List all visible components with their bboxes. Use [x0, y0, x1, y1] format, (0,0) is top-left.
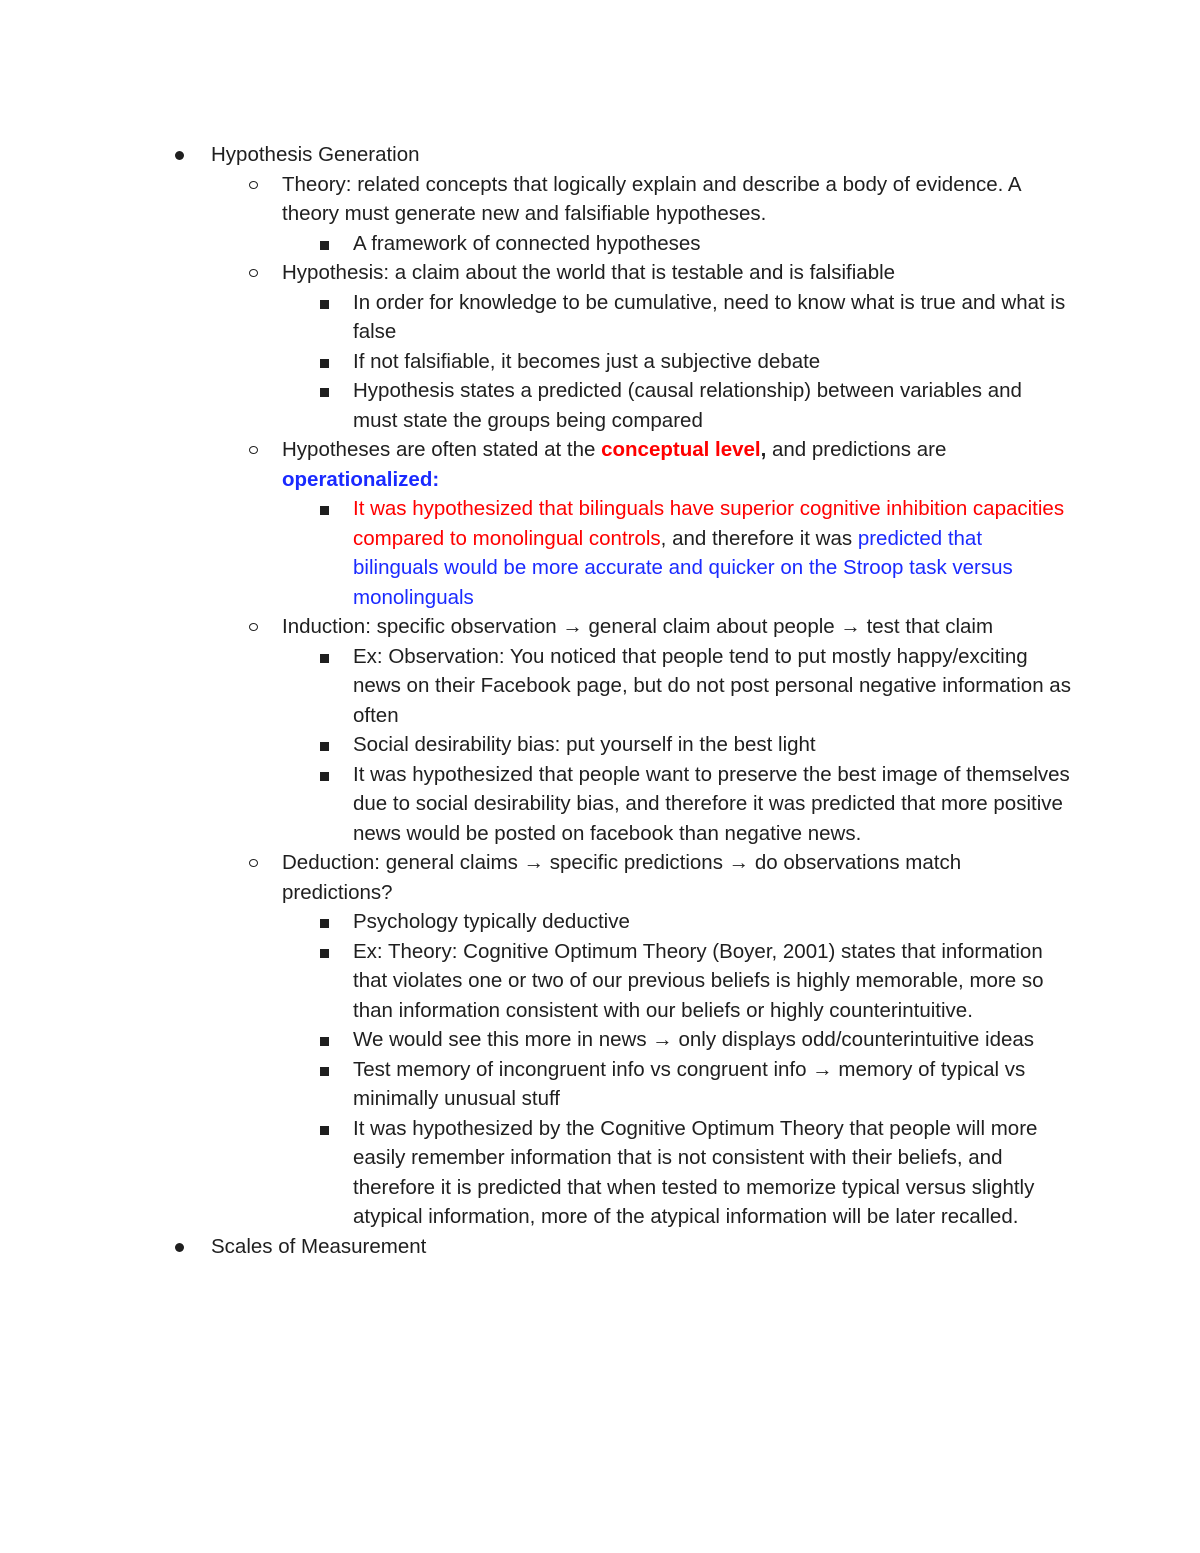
square-bullet-icon: [320, 742, 329, 751]
text-segment: predicted that bilinguals would be more accurate and quicker on the Stroop task versus monolinguals: [353, 526, 1013, 609]
hollow-circle-bullet-icon: [249, 446, 258, 454]
text-segment: Induction: specific observation → general claim about people → test that claim: [282, 615, 994, 638]
sublist-level3: [353, 642, 1071, 849]
outline-item-level3: [353, 730, 1071, 760]
hollow-circle-bullet-icon: [249, 859, 258, 867]
text-segment: ,: [760, 438, 767, 461]
outline-item-level1: [211, 140, 1071, 1232]
outline-item-text: [282, 173, 1020, 226]
outline-item-level1: [211, 1232, 1071, 1262]
outline-item-level3: [353, 376, 1071, 435]
outline-item-level3: [353, 760, 1071, 849]
square-bullet-icon: [320, 1037, 329, 1046]
text-segment: If not falsifiable, it becomes just a subjective debate: [353, 349, 821, 373]
sublist-level2: [282, 170, 1071, 1232]
hollow-circle-bullet-icon: [249, 623, 258, 631]
outline-item-text: [353, 910, 630, 933]
square-bullet-icon: [320, 506, 329, 515]
outline-item-text: [353, 645, 1071, 727]
outline-item-level3: [353, 288, 1071, 347]
square-bullet-icon: [320, 1126, 329, 1135]
text-segment: Test memory of incongruent info vs congruent info → memory of typical vs minimally unusual stuff: [353, 1057, 1026, 1110]
outline-item-text: Scales of Measurement: [211, 1234, 427, 1258]
text-segment: Hypothesis: a claim about the world that is testable and is falsifiable: [282, 261, 896, 284]
sublist-level3: [353, 288, 1071, 436]
text-segment: Theory: related concepts that logically explain and describe a body of evidence. A theory must generate new and falsifiable hypotheses.: [282, 172, 1021, 225]
outline-item-level3: [353, 1025, 1071, 1055]
filled-circle-bullet-icon: [175, 1243, 184, 1252]
text-segment: operationalized:: [282, 467, 440, 491]
sublist-level3: [353, 907, 1071, 1232]
filled-circle-bullet-icon: [175, 151, 184, 160]
outline-item-level2: [282, 848, 1071, 1232]
text-segment: It was hypothesized that bilinguals have superior cognitive inhibition capacities compared to monolingual controls: [353, 497, 1065, 550]
outline-item-text: [353, 1117, 1037, 1229]
outline-item-level2: [282, 258, 1071, 435]
text-segment: Psychology typically deductive: [353, 910, 630, 933]
text-segment: Hypothesis states a predicted (causal relationship) between variables and must state the groups being compared: [353, 379, 1022, 432]
outline-item-level3: [353, 937, 1071, 1026]
text-segment: , and therefore it was: [660, 526, 858, 550]
text-segment: It was hypothesized that people want to preserve the best image of themselves due to social desirability bias, and therefore it was predicted that more positive news would be posted on facebook than negative news.: [353, 762, 1070, 845]
outline-item-text: [353, 940, 1044, 1022]
text-segment: In order for knowledge to be cumulative, need to know what is true and what is false: [353, 290, 1066, 343]
outline-item-text: [282, 438, 946, 491]
sublist-level3: [353, 494, 1071, 612]
sublist-level3: [353, 229, 1071, 259]
square-bullet-icon: [320, 1067, 329, 1076]
hollow-circle-bullet-icon: [249, 269, 258, 277]
outline-item-level3: [353, 494, 1071, 612]
text-segment: It was hypothesized by the Cognitive Optimum Theory that people will more easily remember information that is not consistent with their beliefs, and therefore it is predicted that when tested to memorize typical versus slightly atypical information, more of the atypical information will be later recalled.: [353, 1116, 1038, 1228]
square-bullet-icon: [320, 300, 329, 309]
outline-item-level2: [282, 435, 1071, 612]
text-segment: Ex: Observation: You noticed that people tend to put mostly happy/exciting news on their Facebook page, but do not post personal negative information as often: [353, 644, 1071, 727]
outline-item-level3: [353, 907, 1071, 937]
outline-item-level2: [282, 170, 1071, 259]
outline-item-level3: [353, 1114, 1071, 1232]
square-bullet-icon: [320, 949, 329, 958]
outline-item-level3: [353, 229, 1071, 259]
outline-item-text: [282, 261, 895, 284]
outline-item-level3: [353, 1055, 1071, 1114]
outline-item-text: [353, 1058, 1025, 1111]
outline-list: [211, 140, 1071, 1261]
outline-item-text: [353, 232, 701, 255]
hollow-circle-bullet-icon: [249, 181, 258, 189]
outline-item-text: [353, 763, 1070, 845]
text-segment: We would see this more in news → only displays odd/counterintuitive ideas: [353, 1028, 1035, 1051]
text-segment: conceptual level: [601, 438, 761, 461]
outline-item-text: Hypothesis Generation: [211, 143, 420, 166]
outline-item-text: [353, 733, 816, 756]
text-segment: Deduction: general claims → specific predictions → do observations match predictions?: [282, 851, 962, 904]
outline-item-text: [353, 350, 820, 373]
square-bullet-icon: [320, 241, 329, 250]
outline-item-text: [353, 379, 1022, 432]
square-bullet-icon: [320, 359, 329, 368]
text-segment: Social desirability bias: put yourself in the best light: [353, 733, 816, 756]
outline-item-text: [282, 615, 993, 638]
square-bullet-icon: [320, 772, 329, 781]
outline-item-text: [282, 851, 961, 904]
text-segment: Ex: Theory: Cognitive Optimum Theory (Boyer, 2001) states that information that violates one or two of our previous beliefs is highly memorable, more so than information consistent with our beliefs or highly counterintuitive.: [353, 939, 1044, 1022]
outline-item-text: [353, 1028, 1034, 1051]
text-segment: Hypotheses are often stated at the: [282, 438, 602, 461]
outline-item-text: [353, 291, 1065, 344]
square-bullet-icon: [320, 919, 329, 928]
outline-item-level3: [353, 642, 1071, 731]
outline-item-level3: [353, 347, 1071, 377]
text-segment: and predictions are: [766, 438, 947, 461]
square-bullet-icon: [320, 388, 329, 397]
square-bullet-icon: [320, 654, 329, 663]
text-segment: A framework of connected hypotheses: [353, 231, 701, 255]
outline-item-level2: [282, 612, 1071, 848]
outline-item-text: [353, 497, 1064, 609]
